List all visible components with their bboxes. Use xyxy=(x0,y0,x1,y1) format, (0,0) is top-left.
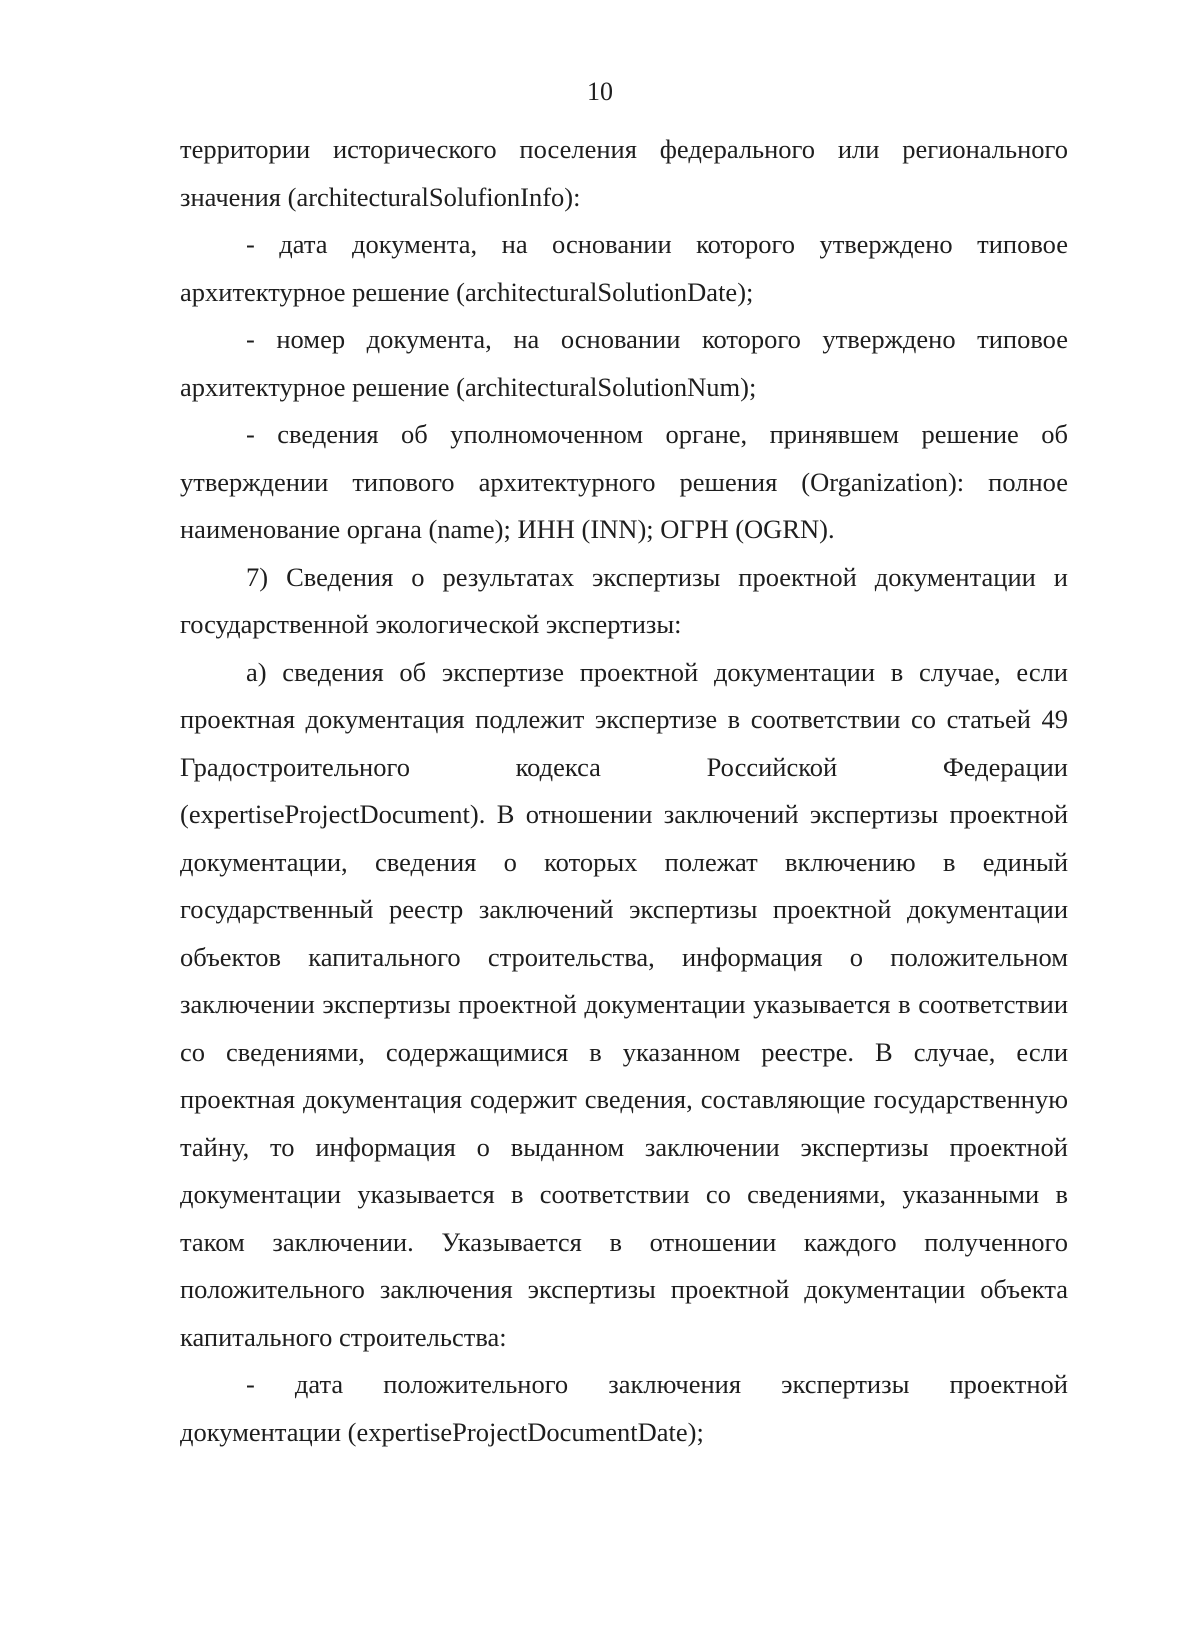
word: экспертизы xyxy=(781,1369,910,1399)
list-item-expertise-date-first-line xyxy=(180,1361,1068,1409)
word: заключения xyxy=(608,1369,742,1399)
list-item-architectural-solution-date: - дата документа, на основании которого утверждено типовое архитектурное решение (architecturalSolutionDate); xyxy=(180,229,1068,307)
section-heading-expertise: 7) Сведения о результатах экспертизы проектной документации и государственной экологической экспертизы: xyxy=(180,561,1068,639)
document-body xyxy=(180,126,1068,1456)
word: дата xyxy=(294,1369,344,1399)
page-number: 10 xyxy=(587,77,613,106)
paragraph-expertise-project-document: а) сведения об экспертизе проектной документации в случае, если проектная документация подлежит экспертизе в соответствии со статьей 49 Градостроительного кодекса Российской Федерации (expertiseProjectDocument). В отношении заключений экспертизы проектной документации, сведения о которых полежат включению в единый государственный реестр заключений экспертизы проектной документации объектов капитального строительства, информация о положительном заключении экспертизы проектной документации указывается в соответствии со сведениями, содержащимися в указанном реестре. В случае, если проектная документация содержит сведения, составляющие государственную тайну, то информация о выданном заключении экспертизы проектной документации указывается в соответствии со сведениями, указанными в таком заключении. Указывается в отношении каждого полученного положительного заключения экспертизы проектной документации объекта капитального строительства: xyxy=(180,656,1068,1352)
word: положительного xyxy=(383,1369,569,1399)
list-item-expertise-date-continuation: документации (expertiseProjectDocumentDate); xyxy=(180,1416,704,1447)
paragraph-continuation: территории исторического поселения федерального или регионального значения (architecturalSolufionInfo): xyxy=(180,134,1068,212)
list-item-organization: - сведения об уполномоченном органе, принявшем решение об утверждении типового архитектурного решения (Organization): полное наименование органа (name); ИНН (INN); ОГРН (OGRN). xyxy=(180,419,1068,544)
list-dash: - xyxy=(246,1369,255,1399)
list-item-architectural-solution-num: - номер документа, на основании которого утверждено типовое архитектурное решение (architecturalSolutionNum); xyxy=(180,324,1068,402)
word: проектной xyxy=(949,1369,1068,1399)
